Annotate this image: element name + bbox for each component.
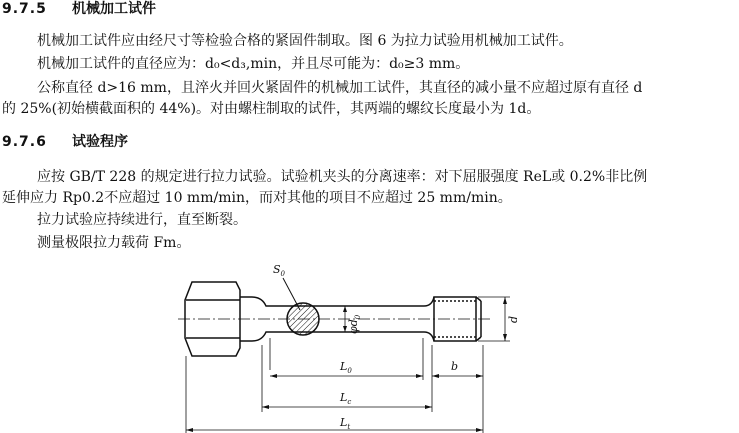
label-b: b xyxy=(451,360,459,373)
label-d0: $\varphi d_0$ xyxy=(347,314,362,334)
paragraph: 应按 GB/T 228 的规定进行拉力试验。试验机夹头的分离速率：对下屈服强度 ReL或 0.2%非比例 xyxy=(37,169,648,185)
paragraph: 机械加工试件应由经尺寸等检验合格的紧固件制取。图 6 为拉力试验用机械加工试件。 xyxy=(37,33,573,49)
paragraph: 公称直径 d>16 mm，且淬火并回火紧固件的机械加工试件，其直径的减小量不应超过原有直径 d xyxy=(37,80,643,96)
section-number: 9.7.5 xyxy=(2,1,47,17)
section-title: 试验程序 xyxy=(72,134,128,150)
section-number: 9.7.6 xyxy=(2,134,47,150)
label-S0: $S_0$ xyxy=(273,263,286,278)
cross-section-circle xyxy=(287,303,319,335)
paragraph: 机械加工试件的直径应为：d₀<d₃,min，并且尽可能为：d₀≥3 mm。 xyxy=(37,56,470,72)
shank-lower xyxy=(240,332,290,341)
shank-upper xyxy=(240,297,290,306)
fillet-upper xyxy=(410,297,434,306)
label-d: d xyxy=(507,315,520,323)
section-title: 机械加工试件 xyxy=(72,1,156,17)
label-Lc: $L_c$ xyxy=(340,391,352,406)
paragraph-continuation: 延伸应力 Rp0.2不应超过 10 mm/min，而对其他的项目不应超过 25 mm/min。 xyxy=(2,190,512,206)
label-L0: $L_0$ xyxy=(340,360,352,375)
leader-line xyxy=(283,278,300,310)
label-Lt: $L_t$ xyxy=(340,416,351,431)
paragraph: 拉力试验应持续进行，直至断裂。 xyxy=(37,212,247,228)
paragraph-continuation: 的 25%(初始横截面积的 44%)。对由螺柱制取的试件，其两端的螺纹长度最小为 1d。 xyxy=(2,101,541,117)
paragraph: 测量极限拉力载荷 Fm。 xyxy=(37,235,191,251)
fillet-lower xyxy=(410,332,434,341)
